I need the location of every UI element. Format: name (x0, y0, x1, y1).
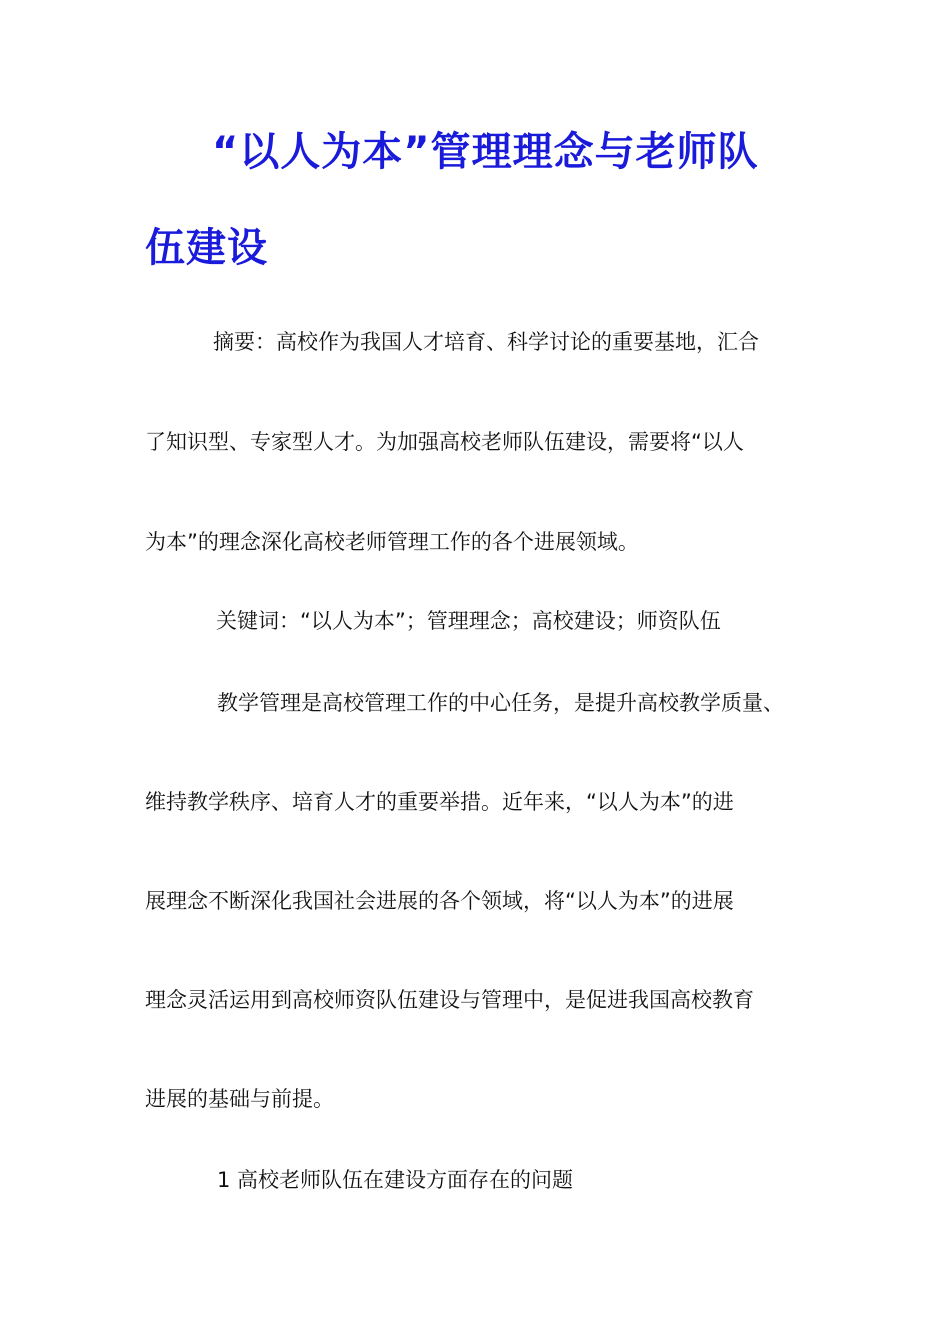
body-line-2: 维持教学秩序、培育人才的重要举措。近年来，“以人为本”的进 (145, 790, 734, 814)
body-line-5: 进展的基础与前提。 (145, 1087, 334, 1111)
body-line-4: 理念灵活运用到高校师资队伍建设与管理中，是促进我国高校教育 (145, 988, 754, 1012)
keywords-line: 关键词：“以人为本”；管理理念；高校建设；师资队伍 (216, 609, 721, 633)
body-line-1: 教学管理是高校管理工作的中心任务，是提升高校教学质量、 (217, 691, 784, 715)
abstract-line-2: 了知识型、专家型人才。为加强高校老师队伍建设，需要将“以人 (145, 430, 744, 454)
section-heading: 1 高校老师队伍在建设方面存在的问题 (217, 1168, 574, 1192)
document-title-line-1: “以人为本”管理理念与老师队 (212, 129, 759, 175)
document-title-line-2: 伍建设 (145, 225, 268, 271)
abstract-line-3: 为本”的理念深化高校老师管理工作的各个进展领域。 (145, 530, 639, 554)
abstract-line-1: 摘要：高校作为我国人才培育、科学讨论的重要基地，汇合 (213, 330, 759, 354)
body-line-3: 展理念不断深化我国社会进展的各个领域，将“以人为本”的进展 (145, 889, 734, 913)
